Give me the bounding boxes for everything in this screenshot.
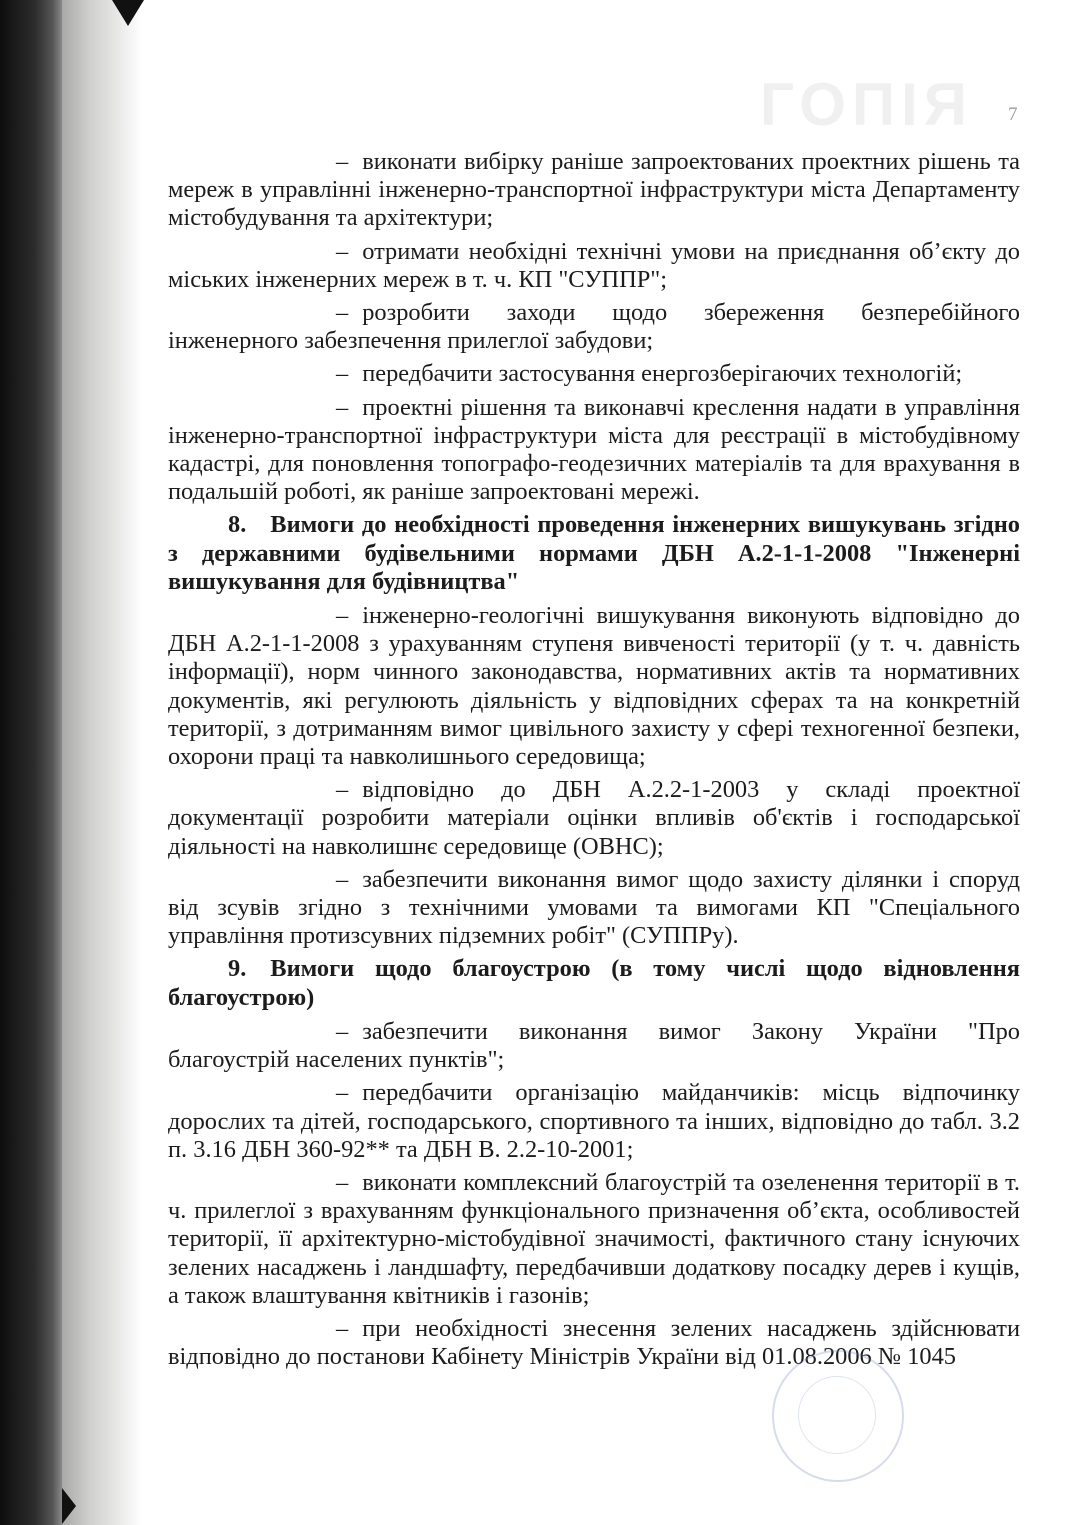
list-item-text: передбачити організацію майданчиків: місць відпочинку дорослих та дітей, господарського, спортивного та інших, відповідно до табл. 3.2 п. 3.16 ДБН 360-92** та ДБН В. 2.2-10-2001; (168, 1079, 1020, 1163)
binding-corner-bottom (62, 1488, 76, 1524)
dash-marker: – (336, 360, 349, 388)
section-title: Вимоги щодо благоустрою (в тому числі щодо відновлення благоустрою) (168, 955, 1020, 1011)
section-8-heading (168, 511, 1020, 596)
dash-marker: – (336, 148, 349, 175)
list-item-text: розробити заходи щодо збереження безперебійного інженерного забезпечення прилеглої забудови; (168, 299, 1020, 355)
seal-stamp-inner-ring (798, 1376, 876, 1454)
list-item (168, 299, 1020, 355)
binding-spine-gradient (62, 0, 142, 1525)
dash-marker: – (336, 602, 349, 630)
list-item-text: забезпечити виконання вимог Закону України "Про благоустрій населених пунктів"; (168, 1017, 1020, 1074)
dash-marker: – (336, 865, 349, 893)
binding-corner-top (112, 0, 144, 26)
list-item-text: забезпечити виконання вимог щодо захисту ділянки і споруд від зсувів згідно з технічними умовами та вимогами КП "Спеціального управління протизсувних підземних робіт" (СУППРу). (168, 865, 1020, 950)
list-item-text: при необхідності знесення зелених насаджень здійснювати відповідно до постанови Кабінету Міністрів України від 01.08.2006 № 1045 (168, 1314, 1020, 1371)
list-item (168, 1315, 1020, 1371)
list-item (168, 1079, 1020, 1164)
section-number: 8. (228, 511, 247, 539)
dash-marker: – (336, 1079, 349, 1107)
list-item-text: відповідно до ДБН А.2.2-1-2003 у складі проектної документації розробити матеріали оцінки впливів об'єктів і господарської діяльності на навколишнє середовище (ОВНС); (168, 776, 1020, 860)
list-item (168, 1018, 1020, 1074)
list-item (168, 1169, 1020, 1310)
list-item (168, 602, 1020, 771)
list-item (168, 866, 1020, 951)
page-number: 7 (1008, 104, 1018, 125)
section-title: Вимоги до необхідності проведення інженерних вишукувань згідно з державними будівельними нормами ДБН А.2-1-1-2008 "Інженерні вишукування для будівництва" (168, 511, 1020, 595)
dash-marker: – (336, 1017, 349, 1045)
dash-marker: – (336, 1314, 349, 1342)
dash-marker: – (336, 393, 349, 421)
binding-spine-shadow (0, 0, 62, 1525)
list-item (168, 148, 1020, 233)
list-item-text: передбачити застосування енергозберігаючих технологій; (362, 360, 963, 388)
list-item (168, 776, 1020, 861)
list-item-text: виконати вибірку раніше запроектованих проектних рішень та мереж в управлінні інженерно-транспортної інфраструктури міста Департаменту містобудування та архітектури; (168, 148, 1020, 232)
list-item-text: отримати необхідні технічні умови на приєднання об’єкту до міських інженерних мереж в т. ч. КП "СУППР"; (168, 237, 1020, 293)
section-9-heading (168, 955, 1020, 1011)
list-item-text: інженерно-геологічні вишукування виконують відповідно до ДБН А.2-1-1-2008 з урахуванням ступеня вивченості території (у т. ч. давність інформації), норм чинного законодавства, нормативних актів та нормативних документів, які регулюють діяльність у відповідних сферах та на конкретній території, з дотриманням вимог цивільного захисту у сфері техногенної безпеки, охорони праці та навколишнього середовища; (168, 602, 1020, 771)
list-item (168, 238, 1020, 294)
dash-marker: – (336, 776, 349, 804)
dash-marker: – (336, 237, 349, 265)
list-item (168, 360, 1020, 388)
dash-marker: – (336, 299, 349, 327)
dash-marker: – (336, 1168, 349, 1196)
section-number: 9. (228, 955, 247, 983)
document-body (168, 148, 1020, 1376)
watermark: ГОПІЯ (760, 71, 973, 138)
list-item (168, 394, 1020, 507)
list-item-text: виконати комплексний благоустрій та озеленення території в т. ч. прилеглої з врахуванням функціонального призначення об’єкта, особливостей території, її архітектурно-містобудівної значимості, фактичного стану існуючих зелених насаджень і ландшафту, передбачивши додаткову посадку дерев і кущів, а також влаштування квітників і газонів; (168, 1168, 1020, 1309)
list-item-text: проектні рішення та виконавчі креслення надати в управління інженерно-транспортної інфраструктури міста для реєстрації в містобудівному кадастрі, для поновлення топографо-геодезичних матеріалів та для врахування в подальшій роботі, як раніше запроектовані мережі. (168, 393, 1020, 506)
